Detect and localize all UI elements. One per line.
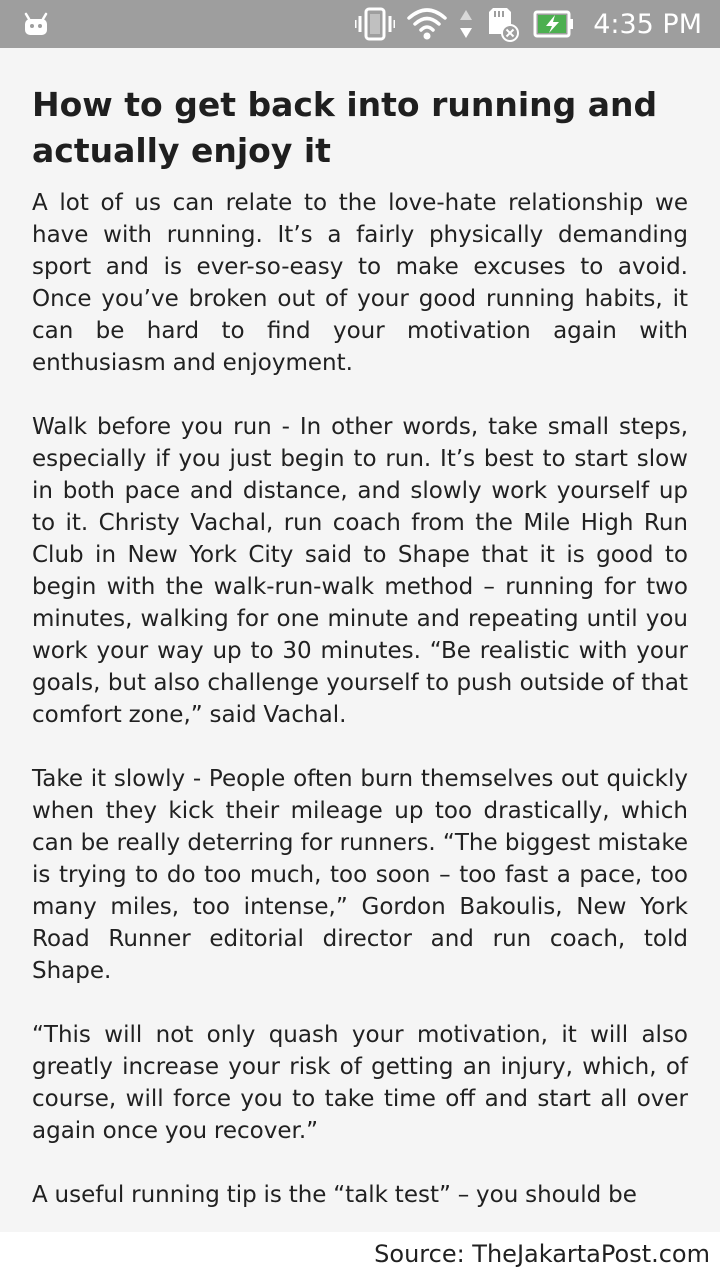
source-credit: Source: TheJakartaPost.com (374, 1240, 710, 1268)
wifi-icon (407, 8, 447, 40)
data-arrows-icon (459, 9, 473, 39)
battery-charging-icon (533, 9, 575, 39)
article-paragraph: A lot of us can relate to the love-hate relationship we have with running. It’s a fairly physically demanding sport and is ever-so-easy to make excuses to avoid. Once you’ve broken out of your good running habits, it can be hard to find your motivation again with enthusiasm and enjoyment. (32, 190, 688, 376)
sd-card-icon (485, 6, 521, 42)
article-title: How to get back into running and actually enjoy it (32, 85, 658, 170)
status-icons (355, 0, 702, 48)
status-bar (0, 0, 720, 48)
source-bar (0, 1232, 720, 1280)
article (32, 82, 688, 1232)
android-icon (22, 10, 50, 38)
article-paragraph: “This will not only quash your motivation, it will also greatly increase your risk of getting an injury, which, of course, will force you to take time off and start all over again once you recover.” (32, 1022, 688, 1144)
vibrate-icon (355, 7, 395, 41)
article-paragraph: A useful running tip is the “talk test” – you should be (32, 1182, 637, 1208)
clock: 4:35 PM (593, 8, 702, 40)
article-paragraph: Take it slowly - People often burn themselves out quickly when they kick their mileage up too drastically, which can be really deterring for runners. “The biggest mistake is trying to do too much, too soon – too fast a pace, too many miles, too intense,” Gordon Bakoulis, New York Road Runner editorial director and run coach, told Shape. (32, 766, 688, 984)
article-paragraph: Walk before you run - In other words, take small steps, especially if you just begin to run. It’s best to start slow in both pace and distance, and slowly work yourself up to it. Christy Vachal, run coach from the Mile High Run Club in New York City said to Shape that it is good to begin with the walk-run-walk method – running for two minutes, walking for one minute and repeating until you work your way up to 30 minutes. “Be realistic with your goals, but also challenge yourself to push outside of that comfort zone,” said Vachal. (32, 414, 688, 728)
article-view[interactable] (0, 48, 720, 1232)
